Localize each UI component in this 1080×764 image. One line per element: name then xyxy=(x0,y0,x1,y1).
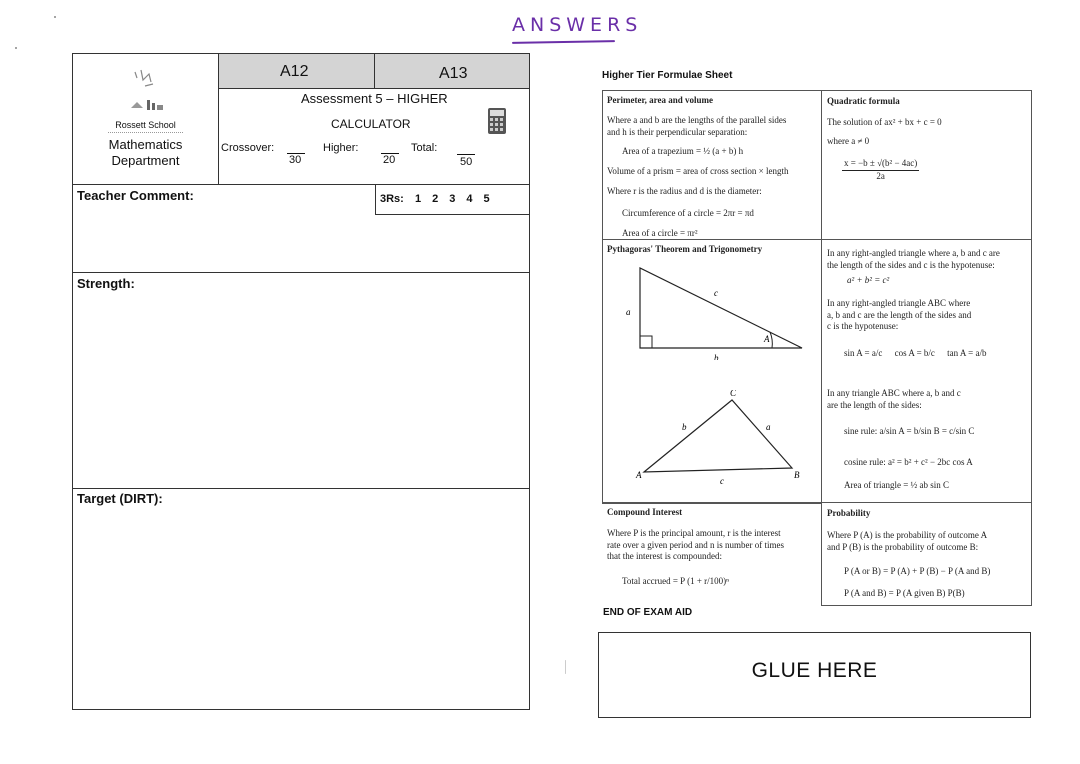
label-b: b xyxy=(714,353,719,360)
side-c: c xyxy=(720,476,724,485)
parallel-text xyxy=(607,115,786,138)
compound-heading: Compound Interest xyxy=(607,507,683,517)
general-triangle-diagram xyxy=(632,390,812,485)
grid-line xyxy=(821,240,822,503)
probability-heading: Probability xyxy=(827,508,871,518)
glue-area xyxy=(598,632,1031,718)
abc-text-2: a, b and c are the length of the sides and xyxy=(827,309,972,320)
handwritten-underline xyxy=(512,40,615,44)
total-label: Total: xyxy=(411,142,438,154)
probability-or-rule: P (A or B) = P (A) + P (B) − P (A and B) xyxy=(844,566,991,576)
right-triangle xyxy=(640,268,802,348)
target-label: Target (DIRT): xyxy=(77,491,163,506)
cosine-rule: cosine rule: a² = b² + c² − 2bc cos A xyxy=(844,457,973,467)
assessment-cover-sheet xyxy=(72,53,530,710)
formula-sheet-title: Higher Tier Formulae Sheet xyxy=(602,70,733,81)
grid-line xyxy=(218,88,530,89)
three-rs-2: 2 xyxy=(432,193,439,205)
three-rs-4: 4 xyxy=(466,193,473,205)
calculator-label: CALCULATOR xyxy=(331,117,411,131)
probability-and-rule: P (A and B) = P (A given B) P(B) xyxy=(844,588,965,598)
three-rs-label: 3Rs: xyxy=(380,193,404,205)
crossover-label: Crossover: xyxy=(221,142,275,154)
vertex-a: A xyxy=(636,470,642,480)
quadratic-line-2: where a ≠ 0 xyxy=(827,136,870,146)
school-motto xyxy=(108,132,183,134)
department-name xyxy=(73,137,218,169)
right-angle-mark xyxy=(640,336,652,348)
radius-text: Where r is the radius and d is the diameter: xyxy=(607,186,762,196)
grid-line xyxy=(374,54,375,88)
parallel-text-2: and h is their perpendicular separation: xyxy=(607,126,748,137)
trapezium-formula: Area of a trapezium = ½ (a + b) h xyxy=(622,146,744,156)
speck xyxy=(54,16,56,18)
circle-area-formula: Area of a circle = πr² xyxy=(622,228,698,238)
side-a: a xyxy=(766,422,771,432)
compound-text xyxy=(607,528,784,563)
department-line-1: Mathematics xyxy=(108,137,183,152)
quadratic-denominator: 2a xyxy=(876,170,885,181)
perimeter-heading: Perimeter, area and volume xyxy=(607,95,713,105)
grid-line xyxy=(73,488,530,489)
three-rs-1: 1 xyxy=(415,193,422,205)
compound-formula: Total accrued = P (1 + r/100)ⁿ xyxy=(622,576,729,586)
tan-formula: tan A = a/b xyxy=(947,348,987,358)
angle-a-arc xyxy=(770,332,772,348)
grid-line xyxy=(602,503,822,504)
paper-a13-label: A13 xyxy=(439,65,468,82)
speck xyxy=(15,47,17,49)
probability-text xyxy=(827,530,987,553)
probability-text-1: Where P (A) is the probability of outcome A xyxy=(827,530,988,540)
higher-label: Higher: xyxy=(323,142,359,154)
department-line-2: Department xyxy=(111,153,180,168)
quadratic-formula xyxy=(842,158,919,182)
any-triangle-text-2: are the length of the sides: xyxy=(827,399,922,410)
quadratic-numerator: x = −b ± √(b² − 4ac) xyxy=(842,158,919,171)
vertex-c: C xyxy=(730,390,737,398)
grid-line xyxy=(821,90,822,240)
total-max: 50 xyxy=(460,156,473,168)
grid-line xyxy=(73,272,530,273)
right-triangle-text-1: In any right-angled triangle where a, b and c are xyxy=(827,248,1000,258)
sine-rule: sine rule: a/sin A = b/sin B = c/sin C xyxy=(844,426,975,436)
trig-ratios xyxy=(844,348,986,360)
handwritten-answers: ANSWERS xyxy=(512,14,643,36)
glue-label: GLUE HERE xyxy=(751,659,878,682)
school-logo xyxy=(127,68,167,118)
grid-line xyxy=(218,54,219,184)
teacher-comment-label: Teacher Comment: xyxy=(77,188,194,203)
calculator-icon xyxy=(487,107,507,140)
general-triangle xyxy=(644,400,792,472)
total-score-line xyxy=(457,154,475,155)
any-triangle-text xyxy=(827,388,961,411)
compound-text-1: Where P is the principal amount, r is the interest xyxy=(607,528,781,538)
paper-a12-label: A12 xyxy=(280,63,309,80)
crossover-max: 30 xyxy=(289,154,302,166)
vertex-b: B xyxy=(794,470,800,480)
three-rs-3: 3 xyxy=(449,193,456,205)
quadratic-line-1: The solution of ax² + bx + c = 0 xyxy=(827,117,942,127)
prism-formula: Volume of a prism = area of cross section × length xyxy=(607,166,789,176)
triangle-area-formula: Area of triangle = ½ ab sin C xyxy=(844,480,950,490)
parallel-text-1: Where a and b are the lengths of the parallel sides xyxy=(607,115,787,125)
probability-text-2: and P (B) is the probability of outcome B: xyxy=(827,541,979,552)
abc-text-3: c is the hypotenuse: xyxy=(827,321,899,332)
circumference-formula: Circumference of a circle = 2πr = πd xyxy=(622,208,754,218)
abc-text-1: In any right-angled triangle ABC where xyxy=(827,298,971,308)
higher-max: 20 xyxy=(383,154,396,166)
sin-formula: sin A = a/c xyxy=(844,348,883,358)
end-of-exam-aid: END OF EXAM AID xyxy=(603,607,693,618)
compound-text-2: rate over a given period and n is number of times xyxy=(607,539,784,550)
any-triangle-text-1: In any triangle ABC where a, b and c xyxy=(827,388,961,398)
right-triangle-text xyxy=(827,248,1000,271)
formula-sheet xyxy=(602,90,1032,605)
speck xyxy=(565,660,566,674)
strength-label: Strength: xyxy=(77,276,135,291)
right-triangle-text-2: the length of the sides and c is the hypotenuse: xyxy=(827,259,995,270)
side-b: b xyxy=(682,422,687,432)
cos-formula: cos A = b/c xyxy=(894,348,935,358)
right-triangle-diagram xyxy=(622,260,812,360)
label-c: c xyxy=(714,288,718,298)
three-rs-scale xyxy=(415,193,490,205)
pythagoras-formula: a² + b² = c² xyxy=(847,275,890,285)
abc-text xyxy=(827,298,971,333)
three-rs-5: 5 xyxy=(483,193,490,205)
label-a: a xyxy=(626,307,631,317)
pythagoras-heading: Pythagoras' Theorem and Trigonometry xyxy=(607,244,763,254)
label-angle-a: A xyxy=(764,334,770,344)
school-name: Rossett School xyxy=(115,120,176,130)
quadratic-heading: Quadratic formula xyxy=(827,96,900,106)
compound-text-3: that the interest is compounded: xyxy=(607,551,722,562)
assessment-title: Assessment 5 – HIGHER xyxy=(301,91,448,106)
